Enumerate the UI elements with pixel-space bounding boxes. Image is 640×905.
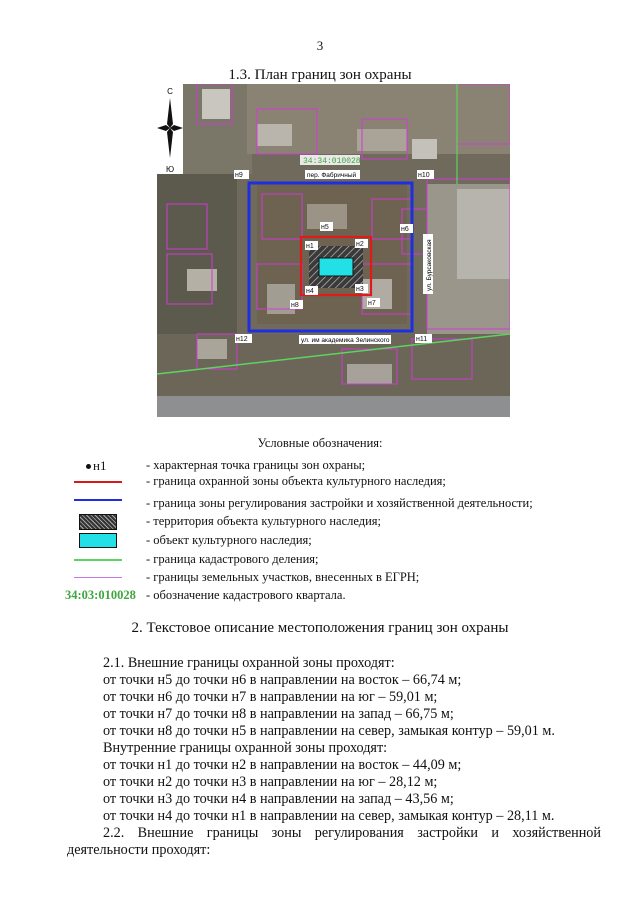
legend-item-red-line [0,474,640,491]
street-label-right: ул. Бурсаковская [426,239,433,291]
paragraph-line: от точки н3 до точки н4 в направлении на запад – 43,56 м; [103,791,454,807]
map-image [157,84,510,417]
legend-text: - границы земельных участков, внесенных в ЕГРН; [146,570,420,584]
blue-line-icon [74,499,122,501]
point-symbol-label: н1 [93,458,107,473]
section-title: 1.3. План границ зон охраны [228,67,412,83]
legend-text: - обозначение кадастрового квартала. [146,588,346,602]
paragraph-line: 2.1. Внешние границы охранной зоны проходят: [103,655,395,671]
legend-item-cyan [0,533,640,550]
paragraph-line: от точки н6 до точки н7 в направлении на юг – 59,01 м; [103,689,438,705]
point-label: н3 [356,286,364,293]
paragraph-line: от точки н5 до точки н6 в направлении на восток – 66,74 м; [103,672,462,688]
paragraph-line: от точки н2 до точки н3 в направлении на юг – 28,12 м; [103,774,438,790]
page-number: 3 [316,38,324,53]
hatch-fill-icon [79,514,117,530]
point-label: н8 [291,302,299,309]
zone-boundary-map [157,84,510,417]
point-label: н4 [306,288,314,295]
point-label: н12 [236,336,248,343]
legend-item-violet-line [0,570,640,587]
point-label: н7 [368,300,376,307]
word: застройки [417,825,479,841]
word: и [491,825,499,841]
compass-north: С [167,87,173,96]
cadastral-code-symbol: 34:03:010028 [65,588,136,602]
point-label: н2 [356,241,364,248]
point-label: н10 [418,172,430,179]
word: 2.2. [103,825,125,841]
paragraph-line: деятельности проходят: [67,842,211,858]
word: границы [206,825,259,841]
legend-text: - объект культурного наследия; [146,533,312,547]
section-2-title: 2. Текстовое описание местоположения границ зон охраны [131,620,509,636]
point-label: н5 [321,224,329,231]
paragraph-line: от точки н1 до точки н2 в направлении на восток – 44,09 м; [103,757,462,773]
legend-item-point [0,458,640,475]
point-label: н1 [306,243,314,250]
violet-line-icon [74,577,122,578]
legend-text: - характерная точка границы зон охраны; [146,458,366,472]
compass-icon [157,84,183,174]
justified-paragraph-line [103,825,601,842]
point-label: н6 [401,226,409,233]
point-label: н9 [235,172,243,179]
point-label: н11 [416,336,428,343]
compass-south: Ю [165,165,175,174]
paragraph-line: от точки н7 до точки н8 в направлении на запад – 66,75 м; [103,706,454,722]
legend-item-green-line [0,552,640,569]
street-label-top: пер. Фабричный [307,172,357,179]
legend-item-blue-line [0,496,640,513]
red-line-icon [74,481,122,483]
legend-text: - граница охранной зоны объекта культурного наследия; [146,474,446,488]
paragraph-line: Внутренние границы охранной зоны проходят: [103,740,388,756]
legend-text: - граница кадастрового деления; [146,552,319,566]
word: хозяйственной [512,825,601,841]
heritage-object [319,258,353,276]
word: Внешние [137,825,194,841]
legend-title: Условные обозначения: [257,436,383,450]
legend-text: - территория объекта культурного наследия; [146,514,382,528]
legend-item-code [0,588,640,605]
street-label-bottom: ул. им академика Зелинского [301,337,390,344]
paragraph-line: от точки н4 до точки н1 в направлении на север, замыкая контур – 28,11 м. [103,808,555,824]
word: зоны [271,825,302,841]
cyan-box-icon [79,533,117,548]
legend-item-hatch [0,514,640,531]
word: регулирования [314,825,404,841]
cadastral-label: 34:34:010028 [303,157,361,166]
legend-text: - граница зоны регулирования застройки и хозяйственной деятельности; [146,496,533,510]
green-line-icon [74,559,122,561]
point-symbol-icon [57,458,137,475]
paragraph-line: от точки н8 до точки н5 в направлении на север, замыкая контур – 59,01 м. [103,723,555,739]
